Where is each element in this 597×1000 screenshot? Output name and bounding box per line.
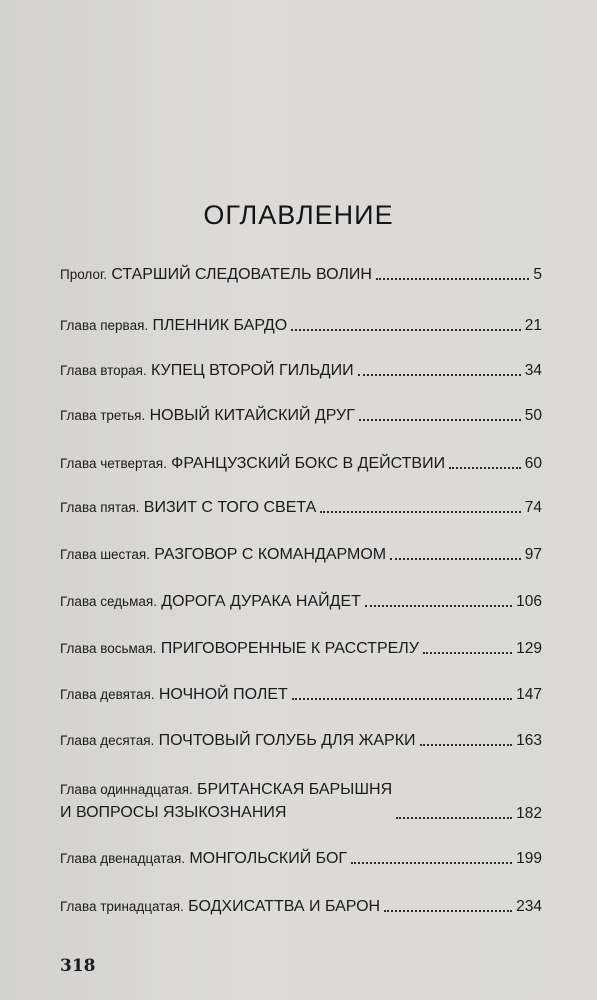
- entry-prefix: Глава одиннадцатая.: [60, 782, 193, 797]
- entry-prefix: Глава пятая.: [60, 500, 140, 515]
- entry-title: ПОЧТОВЫЙ ГОЛУБЬ ДЛЯ ЖАРКИ: [158, 732, 416, 749]
- entry-prefix: Глава четвертая.: [60, 456, 167, 471]
- page-number: 318: [60, 956, 96, 976]
- entry-title: НОЧНОЙ ПОЛЕТ: [158, 686, 288, 703]
- toc-entry: [60, 731, 542, 751]
- entry-title: ФРАНЦУЗСКИЙ БОКС В ДЕЙСТВИИ: [171, 455, 446, 472]
- leader-dots: [423, 652, 512, 654]
- entry-prefix: Глава тринадцатая.: [60, 899, 184, 914]
- entry-page-number: 50: [524, 407, 542, 424]
- leader-dots: [449, 467, 521, 469]
- entry-page-number: 60: [524, 455, 542, 472]
- entry-prefix: Глава десятая.: [60, 733, 155, 748]
- entry-page-number: 74: [524, 499, 542, 516]
- entry-prefix: Глава седьмая.: [60, 594, 157, 609]
- leader-dots: [351, 862, 512, 864]
- entry-prefix: Глава первая.: [60, 318, 149, 333]
- entry-page-number: 163: [516, 732, 542, 749]
- toc-entry: [60, 639, 542, 659]
- toc-entry: [60, 897, 542, 917]
- entry-title: РАЗГОВОР С КОМАНДАРМОМ: [154, 546, 387, 563]
- entry-page-number: 234: [516, 898, 542, 915]
- toc-entry: [60, 592, 542, 612]
- entry-prefix: Глава девятая.: [60, 687, 155, 702]
- leader-dots: [320, 511, 520, 513]
- toc-entry: [60, 265, 542, 285]
- entry-title: ПРИГОВОРЕННЫЕ К РАССТРЕЛУ: [160, 640, 419, 657]
- toc-entry: [60, 849, 542, 869]
- entry-page-number: 5: [533, 266, 542, 283]
- leader-dots: [396, 817, 512, 819]
- toc-entry: [60, 454, 542, 474]
- entry-prefix: Глава двенадцатая.: [60, 851, 186, 866]
- toc-entry: [60, 778, 542, 824]
- leader-dots: [390, 558, 521, 560]
- leader-dots: [384, 910, 512, 912]
- entry-page-number: 147: [516, 686, 542, 703]
- entry-page-number: 182: [516, 805, 542, 822]
- entry-page-number: 199: [516, 850, 542, 867]
- leader-dots: [365, 605, 512, 607]
- toc-entry: [60, 361, 542, 381]
- entry-title: ВИЗИТ С ТОГО СВЕТА: [143, 499, 317, 516]
- entry-prefix: Пролог.: [60, 267, 107, 282]
- entry-prefix: Глава вторая.: [60, 363, 147, 378]
- entry-title: БРИТАНСКАЯ БАРЫШНЯ: [197, 781, 393, 798]
- entry-title: СТАРШИЙ СЛЕДОВАТЕЛЬ ВОЛИН: [111, 266, 372, 283]
- entry-page-number: 21: [524, 317, 542, 334]
- entry-prefix: Глава шестая.: [60, 547, 150, 562]
- entry-page-number: 97: [524, 546, 542, 563]
- leader-dots: [358, 374, 521, 376]
- page-title: ОГЛАВЛЕНИЕ: [203, 200, 394, 230]
- entry-title: ДОРОГА ДУРАКА НАЙДЕТ: [161, 593, 361, 610]
- leader-dots: [291, 329, 521, 331]
- entry-page-number: 34: [524, 362, 542, 379]
- toc-entry: [60, 498, 542, 518]
- entry-page-number: 106: [516, 593, 542, 610]
- entry-title: НОВЫЙ КИТАЙСКИЙ ДРУГ: [149, 407, 355, 424]
- toc-entry: [60, 685, 542, 705]
- leader-dots: [359, 419, 521, 421]
- entry-title: МОНГОЛЬСКИЙ БОГ: [189, 850, 348, 867]
- entry-title: ПЛЕННИК БАРДО: [152, 317, 288, 334]
- leader-dots: [376, 278, 529, 280]
- entry-title: КУПЕЦ ВТОРОЙ ГИЛЬДИИ: [151, 362, 354, 379]
- entry-title-continued: И ВОПРОСЫ ЯЗЫКОЗНАНИЯ: [60, 804, 287, 821]
- toc-entry: [60, 545, 542, 565]
- toc-entry: [60, 316, 542, 336]
- entry-prefix: Глава третья.: [60, 408, 146, 423]
- leader-dots: [292, 698, 512, 700]
- entry-prefix: Глава восьмая.: [60, 641, 157, 656]
- entry-page-number: 129: [516, 640, 542, 657]
- entry-title: БОДХИСАТТВА И БАРОН: [188, 898, 381, 915]
- toc-entry: [60, 406, 542, 426]
- leader-dots: [420, 744, 513, 746]
